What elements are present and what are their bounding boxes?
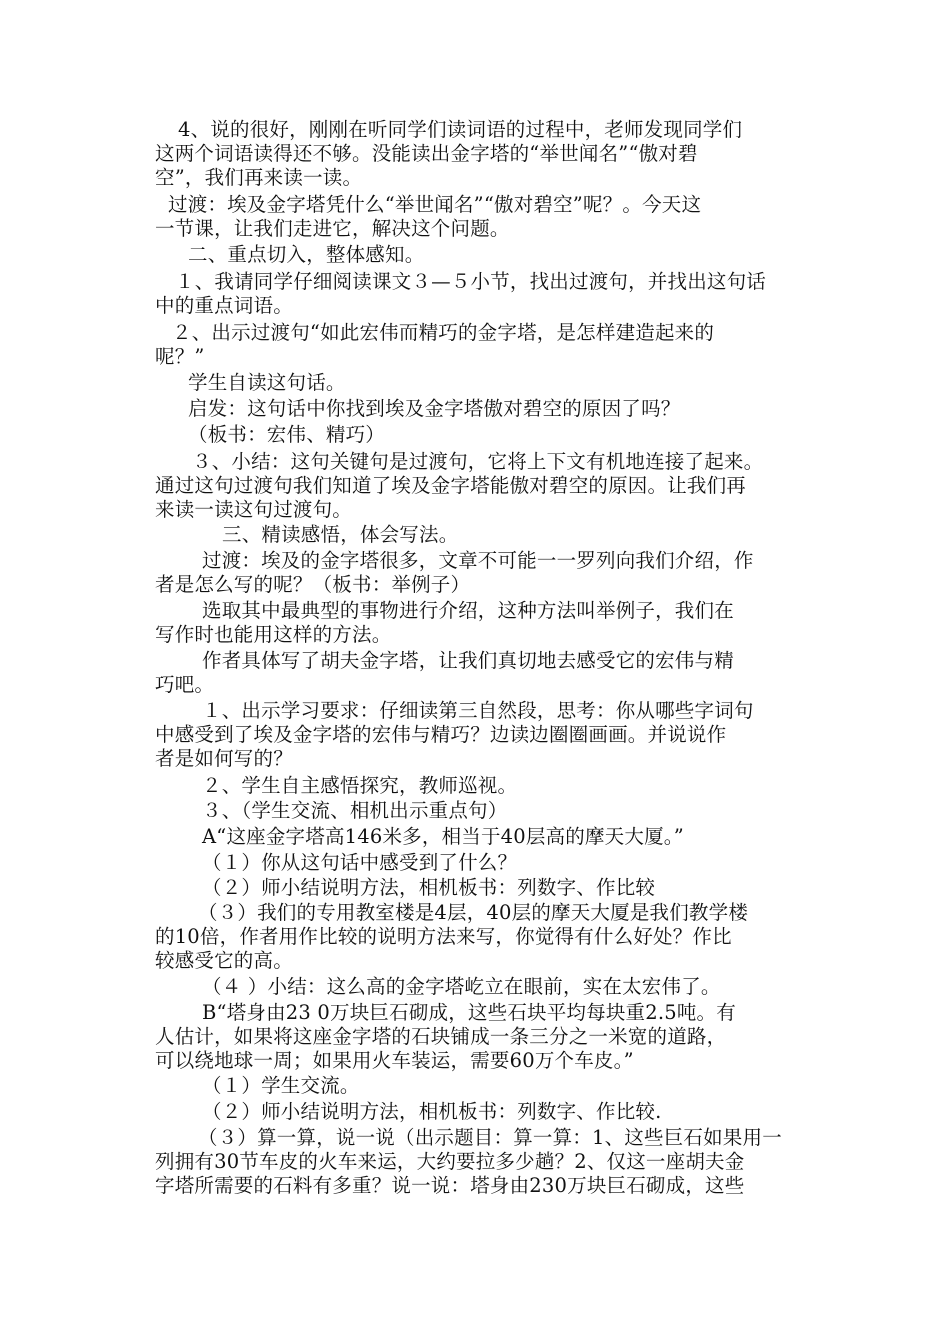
text-line: 通过这句过渡句我们知道了埃及金字塔能傲对碧空的原因。让我们再: [155, 474, 747, 497]
text-line: （２）师小结说明方法，相机板书：列数字、作比较: [202, 876, 656, 899]
text-line: 来读一读这句过渡句。: [155, 498, 353, 521]
text-line: （３）算一算，说一说（出示题目：算一算：1、这些巨石如果用一: [198, 1126, 782, 1149]
text-line: 启发：这句话中你找到埃及金字塔傲对碧空的原因了吗？: [188, 397, 681, 420]
text-line: 选取其中最典型的事物进行介绍，这种方法叫举例子，我们在: [202, 599, 734, 622]
text-line: 可以绕地球一周；如果用火车装运，需要60万个车皮。”: [155, 1049, 634, 1072]
text-line: （１）你从这句话中感受到了什么？: [202, 851, 518, 874]
text-line: 者是怎么写的呢？（板书：举例子）: [155, 573, 471, 596]
text-line: 字塔所需要的石料有多重？说一说：塔身由230万块巨石砌成，这些: [155, 1174, 745, 1197]
text-line: 一节课，让我们走进它，解决这个问题。: [155, 217, 510, 240]
text-line: 巧吧。: [155, 673, 215, 696]
text-line: 作者具体写了胡夫金字塔，让我们真切地去感受它的宏伟与精: [202, 649, 734, 672]
text-line: 中感受到了埃及金字塔的宏伟与精巧？边读边圈圈画画。并说说作: [155, 723, 727, 746]
text-line: 这两个词语读得还不够。没能读出金字塔的“举世闻名”“傲对碧: [155, 142, 698, 165]
text-line: ２、出示过渡句“如此宏伟而精巧的金字塔，是怎样建造起来的: [172, 321, 715, 344]
text-line: ３、小结：这句关键句是过渡句，它将上下文有机地连接了起来。: [192, 450, 764, 473]
text-line: 4、说的很好，刚刚在听同学们读词语的过程中，老师发现同学们: [178, 118, 743, 141]
text-line: （１）学生交流。: [202, 1074, 360, 1097]
text-line: 学生自读这句话。: [188, 371, 346, 394]
text-line: 呢？”: [155, 345, 205, 368]
text-line: 过渡：埃及的金字塔很多，文章不可能一一罗列向我们介绍，作: [202, 549, 754, 572]
text-line: 列拥有30节车皮的火车来运，大约要拉多少趟？2、仅这一座胡夫金: [155, 1150, 745, 1173]
text-line: 的10倍，作者用作比较的说明方法来写，你觉得有什么好处？作比: [155, 925, 732, 948]
text-line: 空”，我们再来读一读。: [155, 166, 363, 189]
text-line: 中的重点词语。: [155, 294, 293, 317]
section-heading: 三、精读感悟，体会写法。: [222, 523, 459, 546]
text-line: 者是如何写的？: [155, 747, 293, 770]
text-line: 写作时也能用这样的方法。: [155, 623, 392, 646]
text-line: （３）我们的专用教室楼是4层，40层的摩天大厦是我们教学楼: [198, 901, 749, 924]
text-line: （４ ）小结：这么高的金字塔屹立在眼前，实在太宏伟了。: [202, 975, 721, 998]
text-line: １、我请同学仔细阅读课文３—５小节，找出过渡句，并找出这句话: [175, 270, 767, 293]
section-heading: 二、重点切入，整体感知。: [188, 243, 425, 266]
text-line: A“这座金字塔高146米多，相当于40层高的摩天大厦。”: [202, 825, 684, 848]
text-line: （２）师小结说明方法，相机板书：列数字、作比较.: [202, 1100, 662, 1123]
text-line: 过渡：埃及金字塔凭什么“举世闻名”“傲对碧空”呢？。今天这: [168, 193, 702, 216]
text-line: B“塔身由23 0万块巨石砌成，这些石块平均每块重2.5吨。有: [202, 1001, 736, 1024]
text-line: １、出示学习要求：仔细读第三自然段，思考：你从哪些字词句: [202, 699, 754, 722]
text-line: 人估计，如果将这座金字塔的石块铺成一条三分之一米宽的道路，: [155, 1025, 727, 1048]
text-line: 较感受它的高。: [155, 949, 293, 972]
text-line: ２、学生自主感悟探究，教师巡视。: [202, 774, 518, 797]
text-line: （板书：宏伟、精巧）: [188, 423, 386, 446]
text-line: ３、（学生交流、相机出示重点句）: [202, 799, 508, 822]
